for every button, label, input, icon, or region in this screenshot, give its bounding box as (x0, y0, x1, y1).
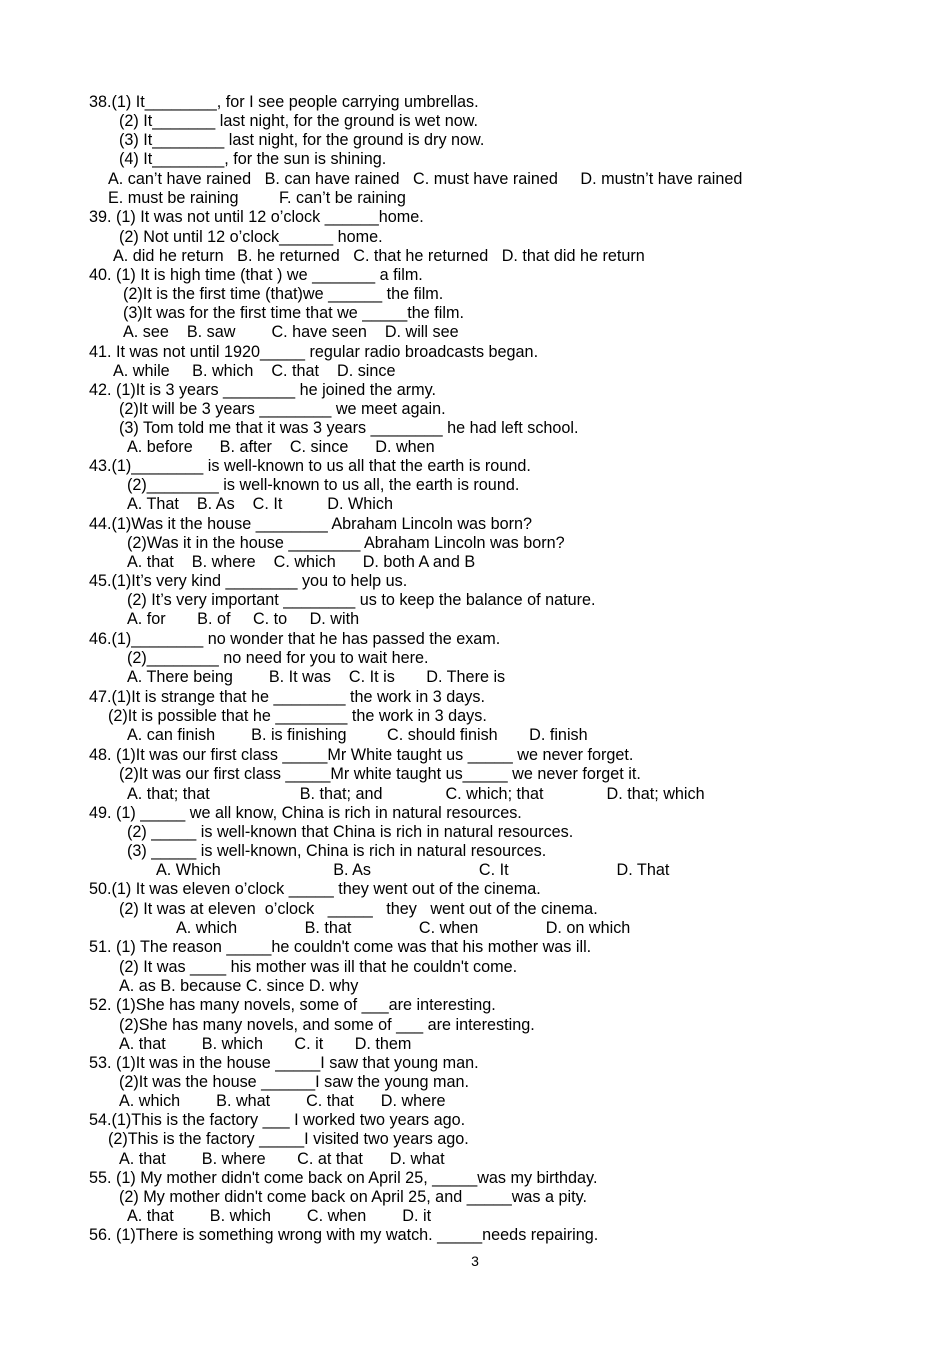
text-line: A. did he return B. he returned C. that he returned D. that did he return (113, 247, 645, 265)
text-line: 43.(1)________ is well-known to us all that the earth is round. (89, 457, 531, 475)
text-line: (2) _____ is well-known that China is rich in natural resources. (127, 823, 574, 841)
text-line: (2) It’s very important ________ us to keep the balance of nature. (127, 591, 596, 609)
text-line: (2)It is the first time (that)we ______ the film. (123, 285, 444, 303)
text-line: (2)It was our first class _____Mr white taught us_____ we never forget it. (119, 765, 641, 783)
text-line: (3) Tom told me that it was 3 years ________ he had left school. (119, 419, 579, 437)
text-line: A. That B. As C. It D. Which (127, 495, 393, 513)
text-line: (3)It was for the first time that we _____the film. (123, 304, 464, 322)
text-line: A. for B. of C. to D. with (127, 610, 360, 628)
text-line: (2) It was ____ his mother was ill that he couldn't come. (119, 958, 518, 976)
text-line: A. that B. where C. at that D. what (119, 1150, 445, 1168)
text-line: 46.(1)________ no wonder that he has passed the exam. (89, 630, 501, 648)
text-line: A. that B. which C. it D. them (119, 1035, 412, 1053)
text-line: (2)She has many novels, and some of ___ are interesting. (119, 1016, 535, 1034)
text-line: 48. (1)It was our first class _____Mr White taught us _____ we never forget. (89, 746, 634, 764)
text-line: 55. (1) My mother didn't come back on April 25, _____was my birthday. (89, 1169, 598, 1187)
text-line: 50.(1) It was eleven o’clock _____ they went out of the cinema. (89, 880, 541, 898)
text-line: 45.(1)It’s very kind ________ you to help us. (89, 572, 408, 590)
text-line: A. can finish B. is finishing C. should finish D. finish (127, 726, 588, 744)
text-line: (2) It was at eleven o’clock _____ they went out of the cinema. (119, 900, 598, 918)
text-line: A. There being B. It was C. It is D. There is (127, 668, 506, 686)
text-line: 53. (1)It was in the house _____I saw that young man. (89, 1054, 479, 1072)
text-line: (2) It_______ last night, for the ground is wet now. (119, 112, 479, 130)
text-line: A. see B. saw C. have seen D. will see (123, 323, 459, 341)
text-line: A. can’t have rained B. can have rained C. must have rained D. mustn’t have rained (108, 170, 743, 188)
text-line: 47.(1)It is strange that he ________ the work in 3 days. (89, 688, 485, 706)
text-line: (3) _____ is well-known, China is rich in natural resources. (127, 842, 547, 860)
text-line: A. that B. where C. which D. both A and B (127, 553, 476, 571)
page-number: 3 (471, 1253, 479, 1269)
text-line: A. which B. what C. that D. where (119, 1092, 446, 1110)
text-line: (3) It________ last night, for the ground is dry now. (119, 131, 485, 149)
text-line: 39. (1) It was not until 12 o’clock ______home. (89, 208, 424, 226)
text-line: 38.(1) It________, for I see people carrying umbrellas. (89, 93, 479, 111)
text-line: 52. (1)She has many novels, some of ___are interesting. (89, 996, 496, 1014)
text-line: (2) Not until 12 o’clock______ home. (119, 228, 383, 246)
text-line: 40. (1) It is high time (that ) we _______ a film. (89, 266, 423, 284)
text-line: 42. (1)It is 3 years ________ he joined the army. (89, 381, 437, 399)
text-line: 44.(1)Was it the house ________ Abraham Lincoln was born? (89, 515, 533, 533)
text-line: (2)________ no need for you to wait here. (127, 649, 429, 667)
text-line: A. which B. that C. when D. on which (176, 919, 631, 937)
text-line: (4) It________, for the sun is shining. (119, 150, 387, 168)
text-line: A. before B. after C. since D. when (127, 438, 435, 456)
text-line: A. that B. which C. when D. it (127, 1207, 432, 1225)
text-line: (2)It will be 3 years ________ we meet again. (119, 400, 446, 418)
text-line: (2) My mother didn't come back on April 25, and _____was a pity. (119, 1188, 587, 1206)
text-line: A. that; that B. that; and C. which; that D. that; which (127, 785, 705, 803)
text-line: 51. (1) The reason _____he couldn't come was that his mother was ill. (89, 938, 592, 956)
text-line: (2)Was it in the house ________ Abraham Lincoln was born? (127, 534, 565, 552)
text-line: (2)It was the house ______I saw the young man. (119, 1073, 470, 1091)
text-line: 56. (1)There is something wrong with my watch. _____needs repairing. (89, 1226, 599, 1244)
text-line: A. Which B. As C. It D. That (156, 861, 670, 879)
text-line: (2)This is the factory _____I visited two years ago. (108, 1130, 469, 1148)
text-line: 49. (1) _____ we all know, China is rich in natural resources. (89, 804, 522, 822)
text-line: (2)It is possible that he ________ the work in 3 days. (108, 707, 487, 725)
text-line: A. while B. which C. that D. since (113, 362, 396, 380)
text-line: E. must be raining F. can’t be raining (108, 189, 406, 207)
text-line: 41. It was not until 1920_____ regular radio broadcasts began. (89, 343, 539, 361)
text-line: (2)________ is well-known to us all, the earth is round. (127, 476, 520, 494)
text-line: A. as B. because C. since D. why (119, 977, 359, 995)
text-line: 54.(1)This is the factory ___ I worked two years ago. (89, 1111, 466, 1129)
